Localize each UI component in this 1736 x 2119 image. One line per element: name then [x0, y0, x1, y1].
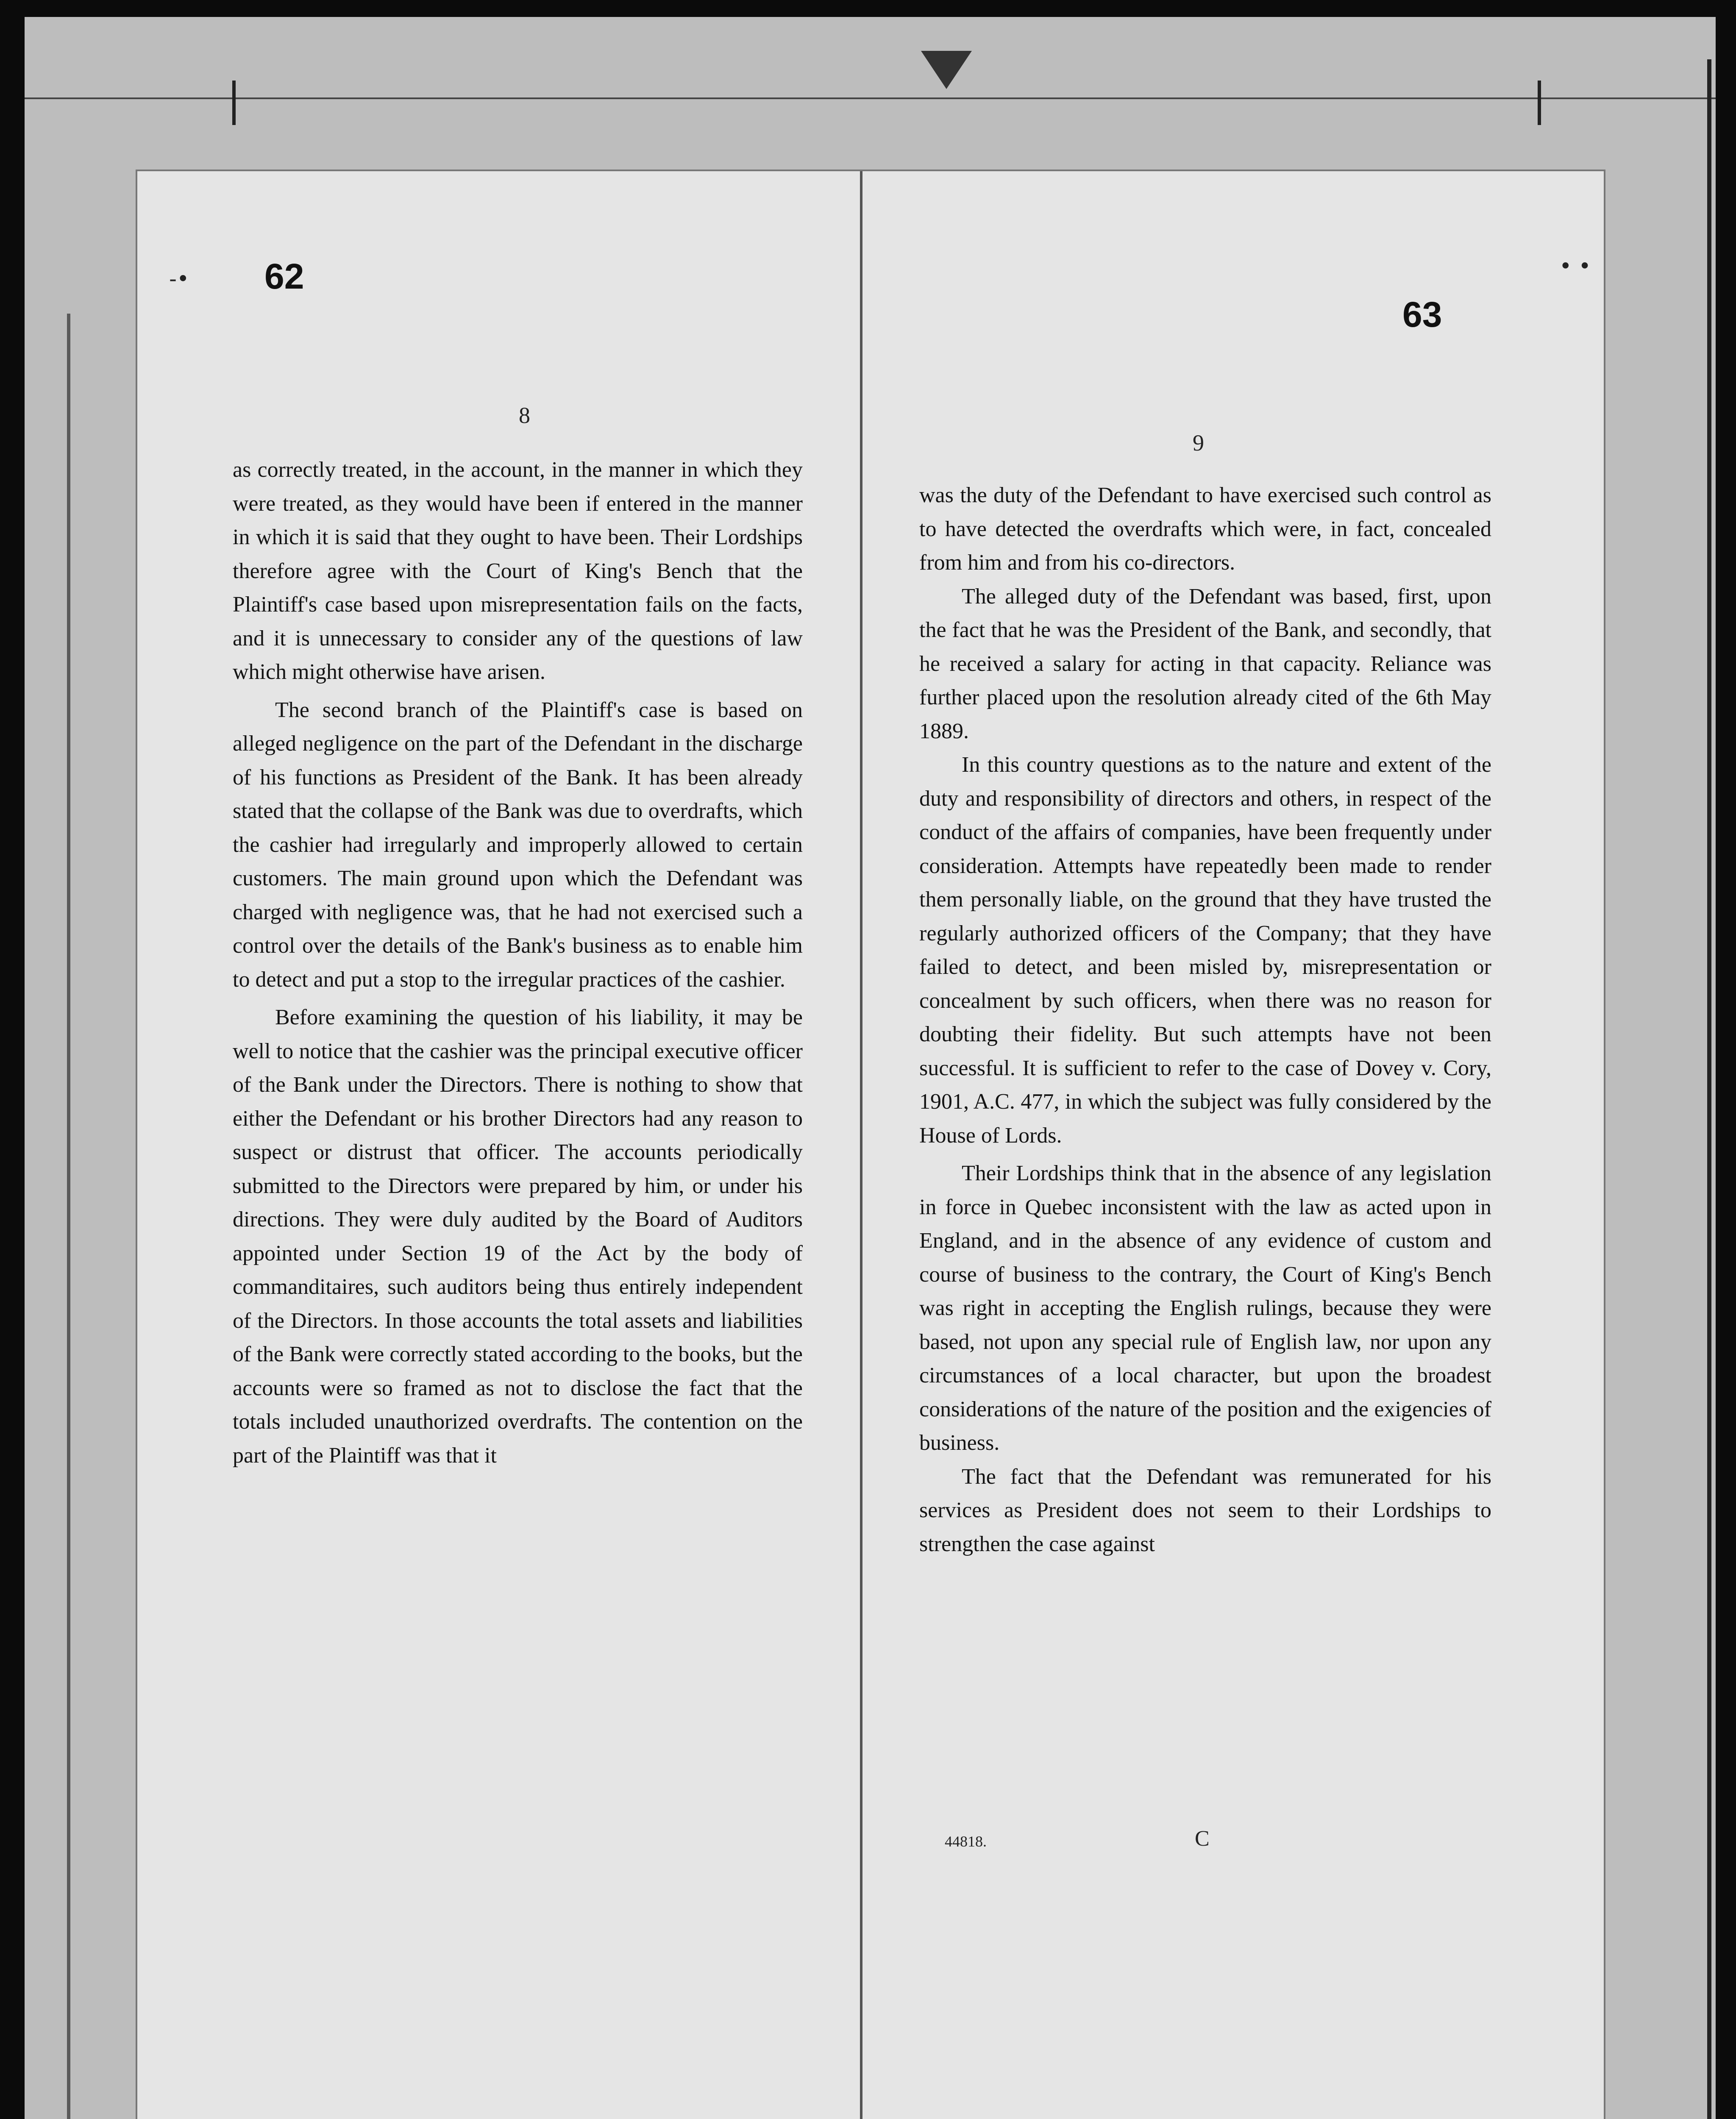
right-text-column	[919, 478, 1491, 1561]
document-sheet	[136, 170, 1605, 2119]
page-gutter	[860, 171, 862, 2119]
frame-left-border	[67, 314, 70, 2119]
frame-top-rule	[25, 97, 1716, 99]
printer-code: 44818.	[945, 1833, 987, 1850]
paragraph: The fact that the Defendant was remunerated for his services as President does not seem to their Lordships to strengthen the case against	[919, 1464, 1491, 1556]
frame-tick-left	[232, 81, 236, 125]
paragraph: Before examining the question of his liability, it may be well to notice that the cashier was the principal executive officer of the Bank under the Directors. There is nothing to show that either the Defendant or his brother Directors had any reason to suspect or distrust that officer. The accounts periodically submitted to the Directors were prepared by him, or under his directions. They were duly audited by the Board of Auditors appointed under Section 19 of the Act by the body of commanditaires, such auditors being thus entirely independent of the Directors. In those accounts the total assets and liabilities of the Bank were correctly stated according to the books, but the accounts were so framed as not to disclose the fact that the totals included unauthorized overdrafts. The contention on the part of the Plaintiff was that it	[233, 1005, 803, 1468]
right-inner-page-number: 9	[1193, 430, 1204, 456]
paragraph: The second branch of the Plaintiff's case is based on alleged negligence on the part of the Defendant in the discharge of his functions as President of the Bank. It has been already stated that the collapse of the Bank was due to overdrafts, which the cashier had irregularly and improperly allowed to certain customers. The main ground upon which the Defendant was charged with negligence was, that he had not exercised such a control over the details of the Bank's business as to enable him to detect and put a stop to the irregular practices of the cashier.	[233, 698, 803, 992]
frame-center-mark	[921, 51, 972, 89]
paragraph: The alleged duty of the Defendant was based, first, upon the fact that he was the President of the Bank, and secondly, that he received a salary for acting in that capacity. Reliance was further placed upon the resolution already cited of the 6th May 1889.	[919, 584, 1491, 743]
left-text-column	[233, 453, 803, 1472]
right-page-marks: • •	[1559, 254, 1591, 278]
paragraph: Their Lordships think that in the absence of any legislation in force in Quebec inconsistent with the law as acted upon in England, and in the absence of any evidence of custom and course of business to the contrary, the Court of King's Bench was right in accepting the English rulings, because they were based, not upon any special rule of English law, nor upon any circumstances of a local character, but upon the broadest considerations of the nature of the position and the exigencies of business.	[919, 1161, 1491, 1455]
left-inner-page-number: 8	[519, 403, 530, 428]
signature-letter: C	[1195, 1827, 1210, 1851]
left-page-marks: -•	[169, 267, 189, 291]
paragraph: as correctly treated, in the account, in the manner in which they were treated, as they would have been if entered in the manner in which it is said that they ought to have been. Their Lordships therefore agree with the Court of King's Bench that the Plaintiff's case based upon misrepresentation fails on the facts, and it is unnecessary to consider any of the questions of law which might otherwise have arisen.	[233, 458, 803, 684]
frame-tick-right	[1538, 81, 1541, 125]
right-page-number: 63	[1402, 295, 1442, 334]
paragraph: was the duty of the Defendant to have exercised such control as to have detected the overdrafts which were, in fact, concealed from him and from his co-directors.	[919, 483, 1491, 575]
frame-right-border	[1707, 59, 1711, 2119]
left-page-number: 62	[264, 256, 304, 296]
paragraph: In this country questions as to the nature and extent of the duty and responsibility of directors and others, in respect of the conduct of the affairs of companies, have been frequently under consideration. Attempts have repeatedly been made to render them personally liable, on the ground that they have trusted the regularly authorized officers of the Company; that they have failed to detect, and been misled by, misrepresentation or concealment by such officers, when there was no reason for doubting their fidelity. But such attempts have not been successful. It is sufficient to refer to the case of Dovey v. Cory, 1901, A.C. 477, in which the subject was fully considered by the House of Lords.	[919, 753, 1491, 1148]
